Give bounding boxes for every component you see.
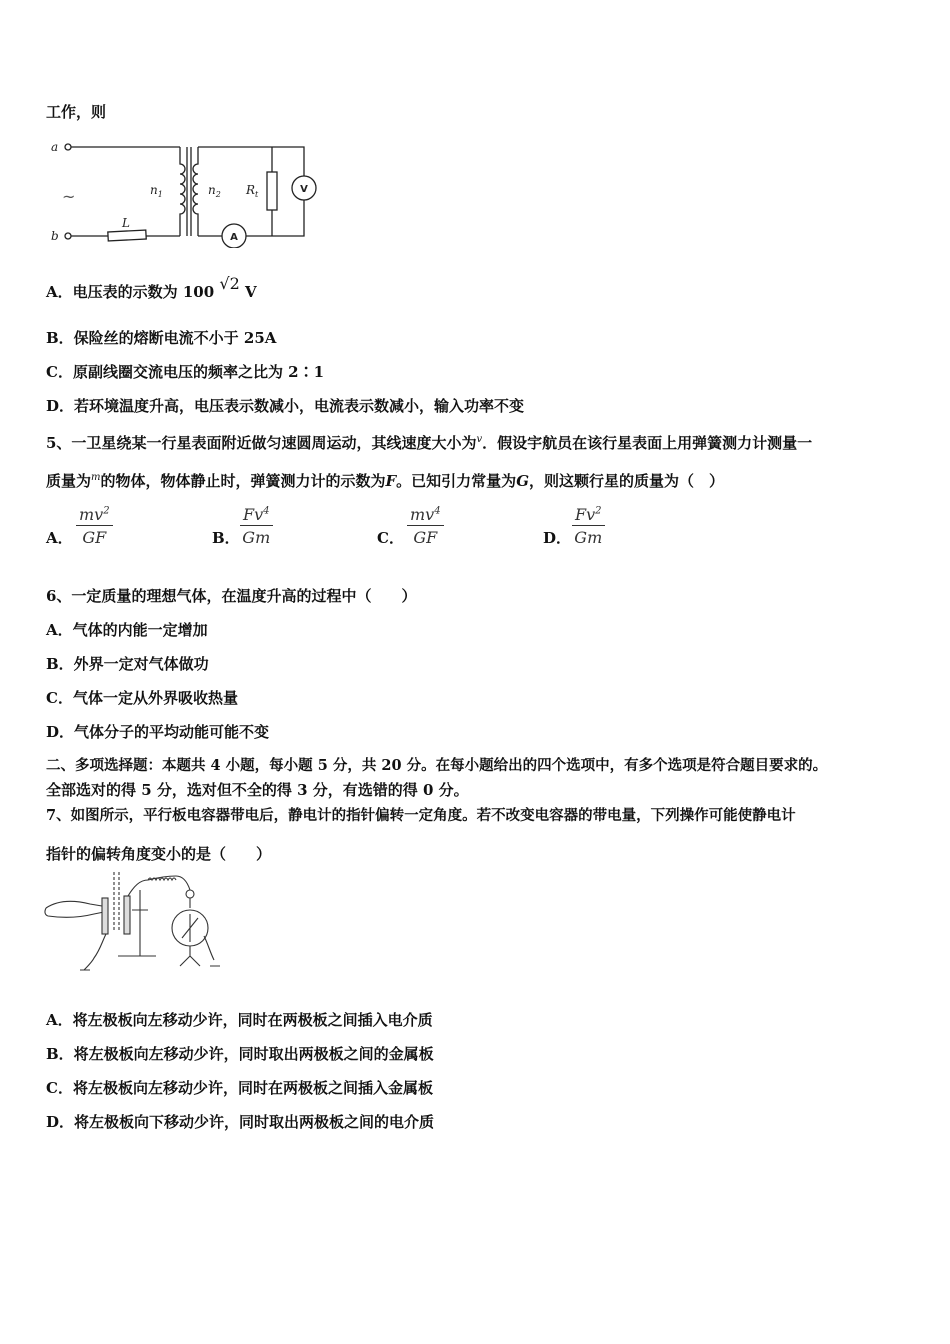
secondary-coil	[193, 147, 198, 236]
q5-option-c-fraction	[407, 505, 444, 547]
q5-var-m: m	[91, 472, 101, 483]
q7-stem-line2: 指针的偏转角度变小的是（ ）	[46, 845, 272, 863]
q5-option-a-label: A．	[46, 529, 73, 547]
secondary-top-wire	[198, 147, 304, 176]
q5-stem-line2-mid1: 的物体，物体静止时，弹簧测力计的示数为	[100, 472, 386, 490]
q5-stem-line2-pre: 质量为	[46, 472, 92, 490]
q5-option-d-denominator: Gm	[574, 528, 603, 547]
thermistor-Rt	[267, 172, 277, 210]
electrometer-base	[180, 946, 200, 966]
q5-option-b-label: B．	[212, 529, 240, 547]
q5-option-d-fraction	[572, 505, 605, 547]
left-plate	[102, 898, 108, 934]
label-n2-sub: 2	[215, 190, 221, 199]
q5-stem-line2	[46, 468, 724, 491]
q7-option-c: C．将左极板向左移动少许，同时在两极板之间插入金属板	[46, 1079, 433, 1097]
section2-instructions-line1: 二、多项选择题：本题共 4 小题，每小题 5 分，共 20 分。在每小题给出的四个选项中，有多个选项是符合题目要求的。	[46, 757, 828, 774]
right-ground-chain	[204, 936, 220, 966]
q5-var-G: G	[516, 472, 529, 490]
q5-option-d-numerator: Fv	[575, 505, 596, 524]
q5-option-b-numerator: Fv	[243, 505, 264, 524]
q7-option-a: A．将左极板向左移动少许，同时在两极板之间插入电介质	[46, 1011, 433, 1029]
svg-text:n1	[150, 183, 163, 199]
label-n1-sub: 1	[157, 190, 163, 199]
transformer-circuit-diagram	[46, 136, 336, 248]
q7-option-d: D．将左极板向下移动少许，同时取出两极板之间的电介质	[46, 1113, 435, 1131]
fuse-L	[108, 230, 146, 241]
q5-option-b-fraction	[240, 505, 273, 547]
label-Rt-sub: t	[255, 190, 259, 199]
dielectric-dashed-slab	[114, 872, 119, 932]
q5-stem-line1	[46, 430, 812, 453]
label-ammeter: A	[230, 232, 238, 243]
primary-coil	[180, 147, 185, 236]
capacitor-electrometer-figure	[44, 870, 224, 976]
question-intro-tail: 工作，则	[46, 103, 107, 121]
terminal-b	[65, 233, 71, 239]
label-b: b	[51, 229, 59, 243]
q6-option-b: B．外界一定对气体做功	[46, 655, 209, 673]
q5-option-c-label: C．	[377, 529, 404, 547]
q5-stem-line2-mid2: 。已知引力常量为	[396, 472, 517, 490]
q5-stem-line1-post: ．假设宇航员在该行星表面上用弹簧测力计测量一	[482, 434, 813, 452]
q6-stem: 6、一定质量的理想气体，在温度升高的过程中（ ）	[46, 587, 417, 605]
q4-option-c: C．原副线圈交流电压的频率之比为 2∶1	[46, 363, 325, 381]
iron-core	[187, 147, 191, 236]
label-L: L	[122, 216, 130, 230]
q5-option-b-denominator: Gm	[242, 528, 271, 547]
q4-option-a-text: A．电压表的示数为 100	[46, 283, 220, 301]
q5-option-d-exponent: 2	[595, 505, 602, 517]
left-ground-chain	[80, 934, 106, 970]
q5-var-v: v	[476, 434, 483, 445]
q4-option-a-unit: V	[239, 283, 257, 301]
right-plate	[124, 896, 130, 934]
label-a: a	[51, 140, 59, 154]
label-Rt: R	[246, 183, 256, 197]
q5-option-a-denominator: GF	[82, 528, 107, 547]
q4-option-b: B．保险丝的熔断电流不小于 25A	[46, 329, 277, 347]
ac-source-symbol: ~	[62, 187, 76, 206]
q4-option-d: D．若环境温度升高，电压表示数减小，电流表示数减小，输入功率不变	[46, 397, 525, 415]
label-n2: n	[208, 183, 216, 197]
q6-option-c: C．气体一定从外界吸收热量	[46, 689, 238, 707]
q6-option-d: D．气体分子的平均动能可能不变	[46, 723, 270, 741]
label-n1: n	[150, 183, 158, 197]
q7-stem-line1: 7、如图所示，平行板电容器带电后，静电计的指针偏转一定角度。若不改变电容器的带电量，下列操作可能使静电计	[46, 807, 796, 824]
q5-option-c-exponent: 4	[434, 505, 441, 517]
label-voltmeter: V	[300, 184, 308, 195]
terminal-a	[65, 144, 71, 150]
q5-option-c-denominator: GF	[413, 528, 438, 547]
q5-var-F: F	[385, 472, 397, 490]
q5-option-c-numerator: mv	[410, 505, 435, 524]
q5-option-a-fraction	[76, 505, 113, 547]
svg-text:n2	[208, 183, 221, 199]
hand-sketch	[45, 901, 104, 917]
q5-stem-line1-pre: 5、一卫星绕某一行星表面附近做匀速圆周运动，其线速度大小为	[46, 434, 477, 452]
coil-loops	[148, 878, 176, 880]
q6-option-a: A．气体的内能一定增加	[46, 621, 208, 639]
q7-option-b: B．将左极板向左移动少许，同时取出两极板之间的金属板	[46, 1045, 434, 1063]
q5-option-a-exponent: 2	[103, 505, 110, 517]
q5-option-a-numerator: mv	[79, 505, 104, 524]
q5-option-d-label: D．	[543, 529, 572, 547]
electrometer-knob	[186, 890, 194, 898]
q5-option-b-exponent: 4	[263, 505, 270, 517]
q4-option-a	[46, 274, 257, 302]
electrometer-needle	[182, 914, 198, 942]
q5-stem-line2-post: ，则这颗行星的质量为（ ）	[529, 472, 725, 490]
sqrt-two: √2	[219, 274, 240, 293]
section2-instructions-line2: 全部选对的得 5 分，选对但不全的得 3 分，有选错的得 0 分。	[46, 781, 469, 799]
secondary-bottom-wire	[198, 200, 304, 236]
svg-text:Rt	[245, 183, 259, 199]
